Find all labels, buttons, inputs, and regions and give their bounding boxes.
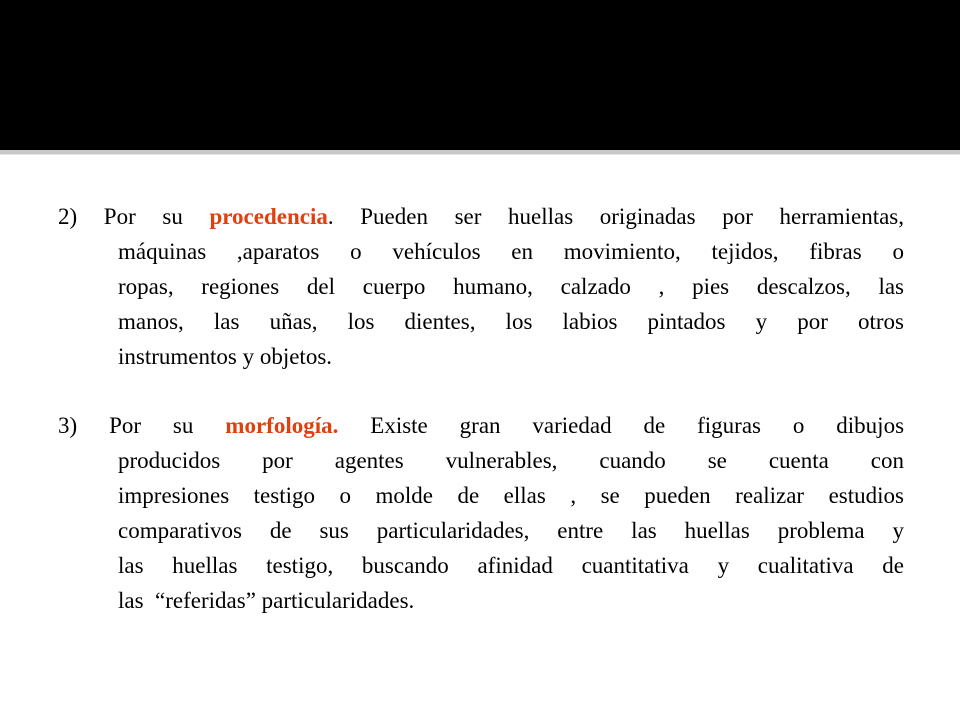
item-number: 3)	[58, 413, 78, 438]
list-item-line: ropas, regiones del cuerpo humano, calzado , pies descalzos, las	[118, 274, 904, 299]
list-item-line: producidos por agentes vulnerables, cuando se cuenta con	[118, 448, 904, 473]
list-item-first-line	[58, 408, 904, 443]
item-number: 2)	[58, 204, 78, 229]
list-item-procedencia	[58, 199, 904, 374]
list-item-line: impresiones testigo o molde de ellas , se pueden realizar estudios	[118, 483, 904, 508]
item-lead: Por su	[103, 204, 183, 229]
list-item-line: máquinas ,aparatos o vehículos en movimiento, tejidos, fibras o	[118, 239, 904, 264]
list-item-line: comparativos de sus particularidades, entre las huellas problema y	[118, 518, 904, 543]
list-item-line: las huellas testigo, buscando afinidad cuantitativa y cualitativa de	[118, 553, 904, 578]
item-first-line-text: Pueden ser huellas originadas por herramientas,	[360, 204, 905, 229]
keyword-punctuation: .	[327, 204, 334, 229]
keyword-morfologia: morfología	[225, 413, 333, 438]
list-item-line: las “referidas” particularidades.	[118, 588, 415, 613]
list-item-morfologia	[58, 408, 904, 618]
list-item-line: manos, las uñas, los dientes, los labios pintados y por otros	[118, 309, 904, 334]
title-divider	[0, 150, 960, 155]
keyword-procedencia: procedencia	[209, 204, 328, 229]
title-bar	[0, 0, 960, 150]
list-item-line: instrumentos y objetos.	[118, 344, 333, 369]
keyword-punctuation: .	[332, 413, 339, 438]
item-lead: Por su	[109, 413, 194, 438]
list-item-first-line	[58, 199, 904, 234]
slide-body	[58, 199, 904, 618]
item-first-line-text: Existe gran variedad de figuras o dibujos	[370, 413, 905, 438]
